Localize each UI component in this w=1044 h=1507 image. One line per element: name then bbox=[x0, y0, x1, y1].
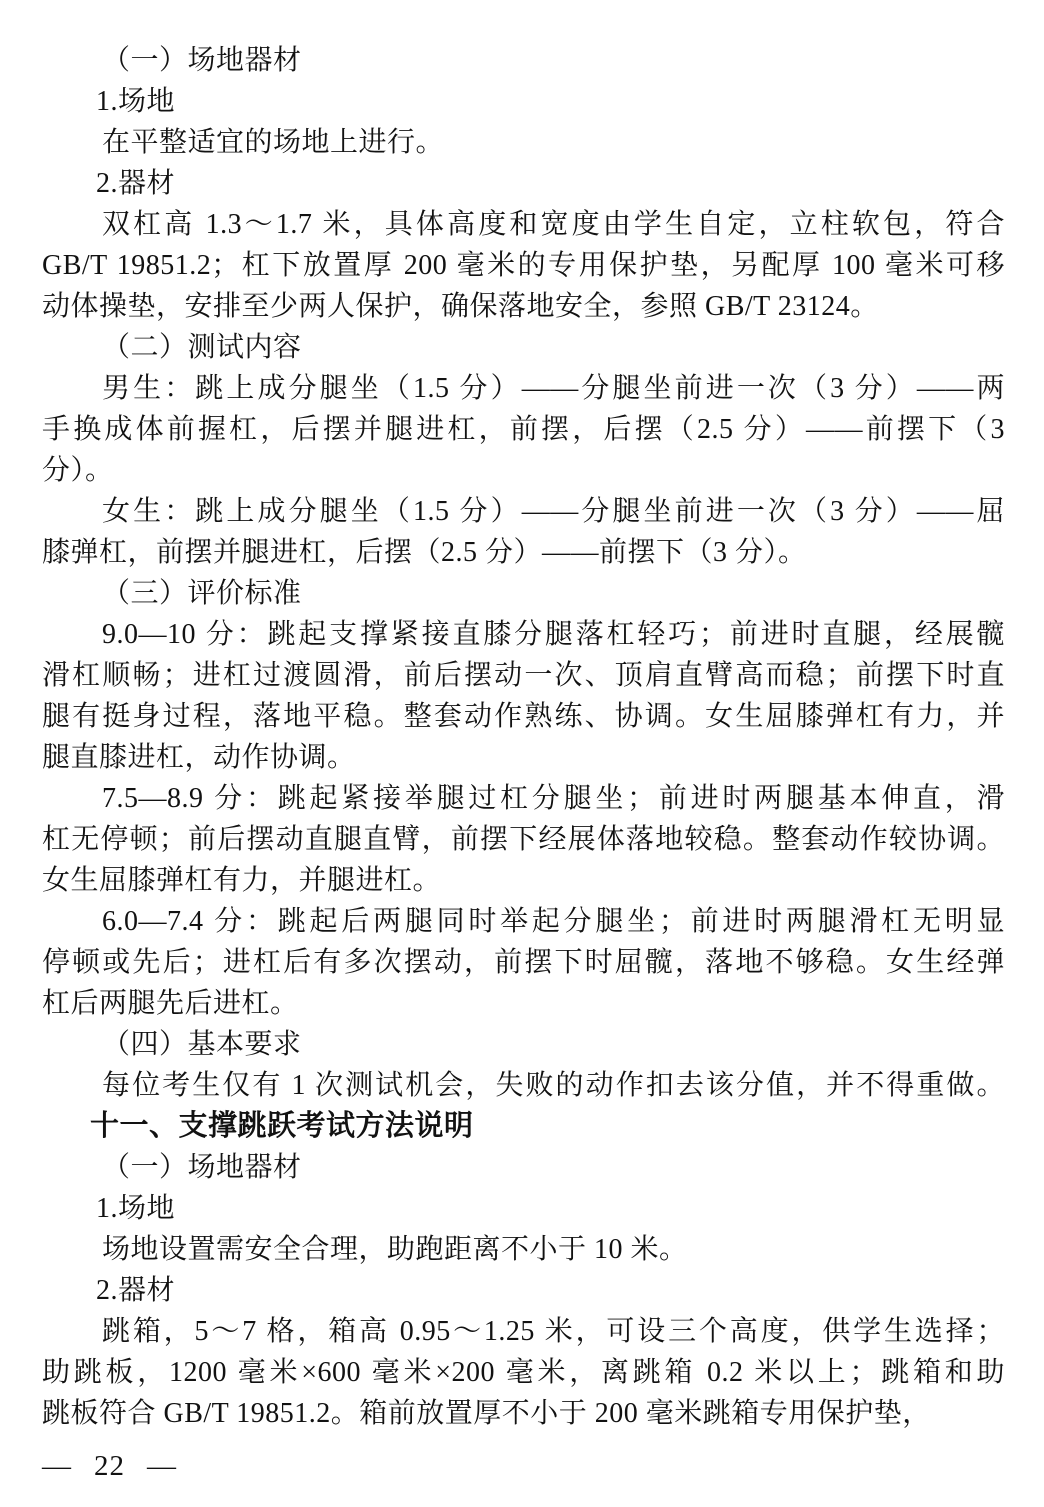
body-line: 腿直膝进杠，动作协调。 bbox=[42, 742, 356, 773]
chapter-heading-vaulting: 十一、支撑跳跃考试方法说明 bbox=[90, 1110, 474, 1142]
body-line: 跳板符合 GB/T 19851.2。箱前放置厚不小于 200 毫米跳箱专用保护垫， bbox=[42, 1398, 931, 1429]
body-line: 7.5—8.9 分：跳起紧接举腿过杠分腿坐；前进时两腿基本伸直，滑 bbox=[102, 783, 1005, 814]
body-line: 助跳板，1200 毫米×600 毫米×200 毫米，离跳箱 0.2 米以上；跳箱和助 bbox=[42, 1357, 1005, 1388]
footer-dash-right: — bbox=[147, 1450, 177, 1482]
body-line: 跳箱，5～7 格，箱高 0.95～1.25 米，可设三个高度，供学生选择； bbox=[102, 1316, 1005, 1347]
body-line: 动体操垫，安排至少两人保护，确保落地安全，参照 GB/T 23124。 bbox=[42, 291, 879, 322]
body-line: 9.0—10 分：跳起支撑紧接直膝分腿落杠轻巧；前进时直腿，经展髋 bbox=[102, 619, 1005, 650]
body-line: 停顿或先后；进杠后有多次摆动，前摆下时屈髋，落地不够稳。女生经弹 bbox=[42, 947, 1005, 978]
body-line: 腿有挺身过程，落地平稳。整套动作熟练、协调。女生屈膝弹杠有力，并 bbox=[42, 701, 1005, 732]
body-line: 双杠高 1.3～1.7 米，具体高度和宽度由学生自定，立柱软包，符合 bbox=[102, 209, 1005, 240]
body-line: GB/T 19851.2；杠下放置厚 200 毫米的专用保护垫，另配厚 100 毫米可移 bbox=[42, 250, 1005, 281]
body-line: 杠无停顿；前后摆动直腿直臂，前摆下经展体落地较稳。整套动作较协调。 bbox=[42, 824, 1005, 855]
section-heading-basic-requirements: （四）基本要求 bbox=[102, 1029, 302, 1060]
subheading-site-2: 1.场地 bbox=[96, 1193, 176, 1224]
body-line: 分）。 bbox=[42, 455, 114, 486]
body-line: 在平整适宜的场地上进行。 bbox=[102, 127, 445, 158]
body-line: 杠后两腿先后进杠。 bbox=[42, 988, 299, 1019]
body-line: 6.0—7.4 分：跳起后两腿同时举起分腿坐；前进时两腿滑杠无明显 bbox=[102, 906, 1005, 937]
subheading-equipment: 2.器材 bbox=[96, 168, 176, 199]
body-line: 场地设置需安全合理，助跑距离不小于 10 米。 bbox=[102, 1234, 688, 1265]
section-heading-test-content: （二）测试内容 bbox=[102, 332, 302, 363]
body-line: 男生：跳上成分腿坐（1.5 分）——分腿坐前进一次（3 分）——两 bbox=[102, 373, 1005, 404]
subheading-equipment-2: 2.器材 bbox=[96, 1275, 176, 1306]
body-line: 膝弹杠，前摆并腿进杠，后摆（2.5 分）——前摆下（3 分）。 bbox=[42, 537, 807, 568]
body-line: 女生：跳上成分腿坐（1.5 分）——分腿坐前进一次（3 分）——屈 bbox=[102, 496, 1005, 527]
body-line: 每位考生仅有 1 次测试机会，失败的动作扣去该分值，并不得重做。 bbox=[102, 1070, 1005, 1101]
body-line: 滑杠顺畅；进杠过渡圆滑，前后摆动一次、顶肩直臂高而稳；前摆下时直 bbox=[42, 660, 1005, 691]
section-heading-site-equipment-2: （一）场地器材 bbox=[102, 1152, 302, 1183]
subheading-site: 1.场地 bbox=[96, 86, 176, 117]
section-heading-evaluation: （三）评价标准 bbox=[102, 578, 302, 609]
section-heading-site-equipment: （一）场地器材 bbox=[102, 45, 302, 76]
body-line: 女生屈膝弹杠有力，并腿进杠。 bbox=[42, 865, 442, 896]
page-footer bbox=[42, 1446, 177, 1487]
document-page bbox=[42, 40, 1005, 1434]
page-number: 22 bbox=[94, 1450, 125, 1482]
body-line: 手换成体前握杠，后摆并腿进杠，前摆，后摆（2.5 分）——前摆下（3 bbox=[42, 414, 1005, 445]
footer-dash-left: — bbox=[42, 1450, 72, 1482]
